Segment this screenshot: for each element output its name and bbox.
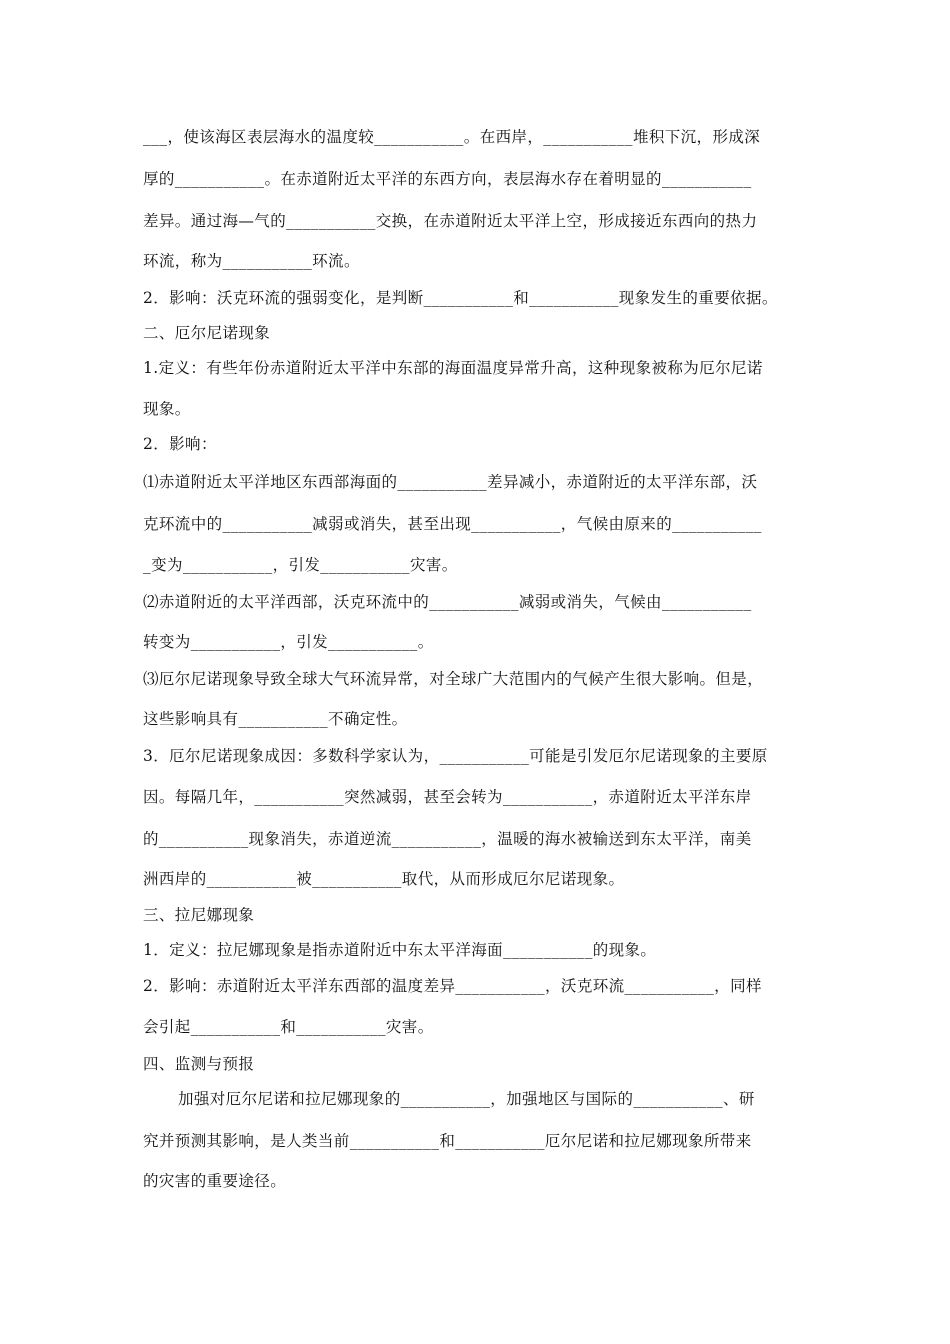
text-line: 3．厄尔尼诺现象成因：多数科学家认为，___________可能是引发厄尔尼诺现象的主要原 (143, 747, 768, 765)
text-line: 2．影响： (143, 435, 217, 453)
text-line: 究并预测其影响，是人类当前___________和___________厄尔尼诺和拉尼娜现象所带来 (143, 1132, 752, 1150)
text-line: 的灾害的重要途径。 (143, 1172, 287, 1190)
text-line: 加强对厄尔尼诺和拉尼娜现象的___________，加强地区与国际的___________、研 (178, 1090, 755, 1108)
text-line: 现象。 (143, 400, 191, 418)
text-line: 1.定义：有些年份赤道附近太平洋中东部的海面温度异常升高，这种现象被称为厄尔尼诺 (143, 359, 763, 377)
text-line: 环流，称为___________环流。 (143, 252, 360, 270)
text-line: 2．影响：沃克环流的强弱变化，是判断___________和___________现象发生的重要依据。 (143, 289, 778, 307)
text-line: ⑴赤道附近太平洋地区东西部海面的___________差异减小，赤道附近的太平洋东部，沃 (143, 473, 758, 491)
section-heading: 四、监测与预报 (143, 1055, 255, 1073)
text-line: 会引起___________和___________灾害。 (143, 1018, 434, 1036)
text-line: 这些影响具有___________不确定性。 (143, 710, 408, 728)
text-line: ⑵赤道附近的太平洋西部，沃克环流中的___________减弱或消失，气候由___________ (143, 593, 752, 611)
text-line: 因。每隔几年，___________突然减弱，甚至会转为___________，赤道附近太平洋东岸 (143, 788, 752, 806)
text-line: ⑶厄尔尼诺现象导致全球大气环流异常，对全球广大范围内的气候产生很大影响。但是， (143, 670, 764, 688)
text-line: 洲西岸的___________被___________取代，从而形成厄尔尼诺现象。 (143, 870, 625, 888)
text-line: 2．影响：赤道附近太平洋东西部的温度差异___________，沃克环流___________，同样 (143, 977, 762, 995)
text-line: 差异。通过海—气的___________交换，在赤道附近太平洋上空，形成接近东西向的热力 (143, 212, 758, 230)
text-line: 转变为___________，引发___________。 (143, 633, 434, 651)
text-line: ___，使该海区表层海水的温度较___________。在西岸，___________堆积下沉，形成深 (143, 128, 761, 146)
text-line: 克环流中的___________减弱或消失，甚至出现___________，气候由原来的___________ (143, 515, 762, 533)
section-heading: 三、拉尼娜现象 (143, 906, 255, 924)
text-line: 1．定义：拉尼娜现象是指赤道附近中东太平洋海面___________的现象。 (143, 941, 657, 959)
text-line: 的___________现象消失，赤道逆流___________，温暖的海水被输送到东太平洋，南美 (143, 830, 752, 848)
text-line: _变为___________，引发___________灾害。 (143, 556, 458, 574)
section-heading: 二、厄尔尼诺现象 (143, 324, 271, 342)
text-line: 厚的___________。在赤道附近太平洋的东西方向，表层海水存在着明显的___________ (143, 170, 752, 188)
